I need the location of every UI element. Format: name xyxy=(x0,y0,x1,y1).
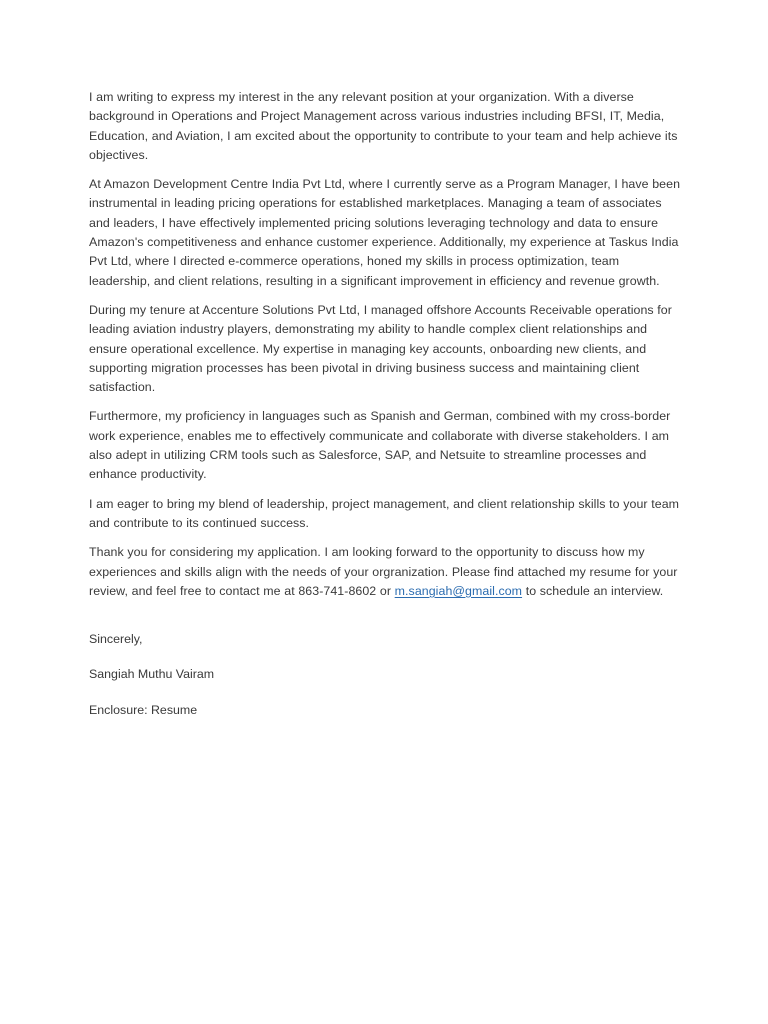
signature-closing: Sincerely, xyxy=(89,632,143,647)
paragraph-intro: I am writing to express my interest in the any relevant position at your organization. With a diverse background in Operations and Project Management across various industries including BFSI, IT, Media, Education, and Aviation, I am excited about the opportunity to contribute to your team and help achieve its objectives. xyxy=(89,90,678,162)
closing-text-after-email: to schedule an interview. xyxy=(522,583,664,598)
signature-enclosure: Enclosure: Resume xyxy=(89,702,198,717)
closing-text-between: or xyxy=(376,583,395,598)
paragraph-skills-languages: Furthermore, my proficiency in languages such as Spanish and German, combined with my cross-border work experience, enables me to effectively communicate and collaborate with diverse stakeholders. I am also adept in utilizing CRM tools such as Salesforce, SAP, and Netsuite to streamline processes and enhance productivity. xyxy=(89,409,671,482)
paragraph-closing-contact xyxy=(89,543,681,601)
signature-name: Sangiah Muthu Vairam xyxy=(89,667,215,682)
email-link[interactable]: m.sangiah@gmail.com xyxy=(394,583,523,598)
phone-number: 863-741-8602 xyxy=(298,583,377,598)
paragraph-eagerness: I am eager to bring my blend of leadership, project management, and client relationship skills to your team and contribute to its continued success. xyxy=(89,496,680,530)
signature-block xyxy=(89,630,681,720)
closing-text-before-phone: Thank you for considering my application. I am looking forward to the opportunity to discuss how my experiences and skills align with the needs of your orgranization. Please find attached my resume for your review, and feel free to contact me at xyxy=(89,545,678,598)
paragraph-accenture-experience: During my tenure at Accenture Solutions Pvt Ltd, I managed offshore Accounts Receivable operations for leading aviation industry players, demonstrating my ability to handle complex client relationships and ensure operational excellence. My expertise in managing key accounts, onboarding new clients, and supporting migration processes has been pivotal in driving business success and maintaining client satisfaction. xyxy=(89,302,672,395)
paragraph-amazon-experience: At Amazon Development Centre India Pvt Ltd, where I currently serve as a Program Manager, I have been instrumental in leading pricing operations for established marketplaces. Managing a team of associates and leaders, I have effectively implemented pricing solutions leveraging technology and data to ensure Amazon's competitiveness and enhance customer experience. Additionally, my experience at Taskus India Pvt Ltd, where I directed e-commerce operations, honed my skills in process optimization, team leadership, and client relations, resulting in a significant improvement in efficiency and revenue growth. xyxy=(89,177,681,288)
letter-body xyxy=(89,88,681,720)
